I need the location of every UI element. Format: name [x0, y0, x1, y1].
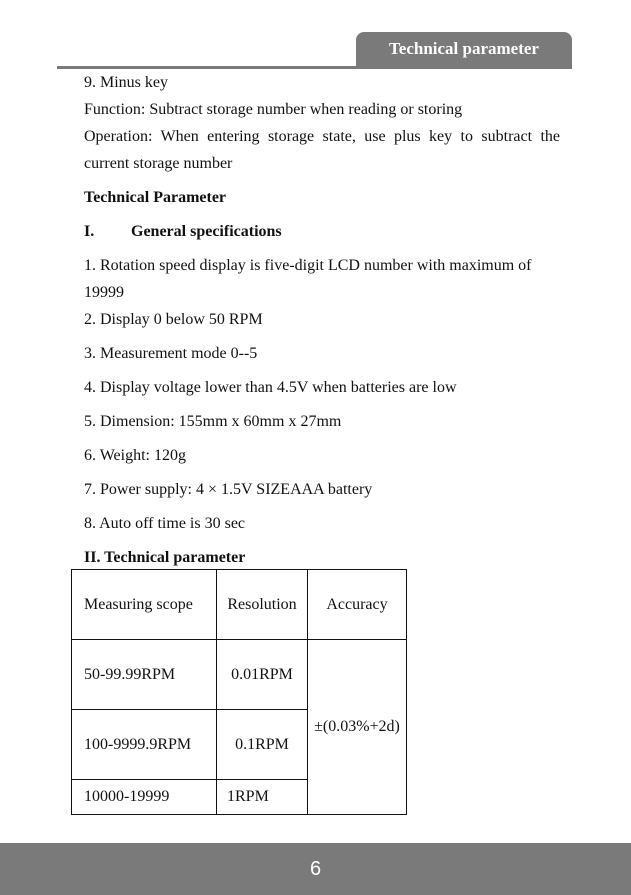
header-cell-scope: Measuring scope — [72, 570, 217, 640]
tech-param-heading: Technical Parameter — [84, 189, 227, 206]
cell-scope: 100-9999.9RPM — [72, 710, 217, 780]
spec-6: 6. Weight: 120g — [84, 447, 186, 464]
spec-1-line-1: 1. Rotation speed display is five-digit LCD number with maximum of — [84, 257, 532, 274]
spec-1-line-2: 19999 — [84, 284, 124, 301]
table-row — [72, 640, 407, 710]
technical-parameter-title: II. Technical parameter — [84, 549, 246, 566]
cell-accuracy: ±(0.03%+2d) — [308, 640, 407, 815]
header-cell-accuracy: Accuracy — [308, 570, 407, 640]
cell-resolution: 1RPM — [217, 780, 308, 815]
page-number: 6 — [309, 857, 322, 880]
spec-3: 3. Measurement mode 0--5 — [84, 345, 258, 362]
operation-line-2: current storage number — [84, 155, 233, 172]
spec-8: 8. Auto off time is 30 sec — [84, 515, 246, 532]
parameter-table — [71, 569, 407, 815]
cell-resolution: 0.1RPM — [217, 710, 308, 780]
page-content — [84, 69, 560, 571]
cell-scope: 50-99.99RPM — [72, 640, 217, 710]
cell-scope: 10000-19999 — [72, 780, 217, 815]
spec-4: 4. Display voltage lower than 4.5V when batteries are low — [84, 379, 457, 396]
section-title: Technical parameter — [389, 39, 539, 58]
spec-5: 5. Dimension: 155mm x 60mm x 27mm — [84, 413, 342, 430]
table-header-row — [72, 570, 407, 640]
operation-line-1: Operation: When entering storage state, use plus key to subtract the — [84, 128, 560, 145]
spec-7: 7. Power supply: 4 × 1.5V SIZEAAA battery — [84, 481, 373, 498]
general-spec-heading — [84, 218, 560, 245]
minus-key-title: 9. Minus key — [84, 74, 168, 91]
general-spec-number: I. — [84, 223, 95, 240]
general-spec-title: General specifications — [131, 223, 282, 240]
function-line: Function: Subtract storage number when reading or storing — [84, 101, 463, 118]
page-footer — [0, 843, 631, 895]
spec-2: 2. Display 0 below 50 RPM — [84, 311, 263, 328]
section-tab — [356, 32, 572, 66]
cell-resolution: 0.01RPM — [217, 640, 308, 710]
header-cell-resolution: Resolution — [217, 570, 308, 640]
